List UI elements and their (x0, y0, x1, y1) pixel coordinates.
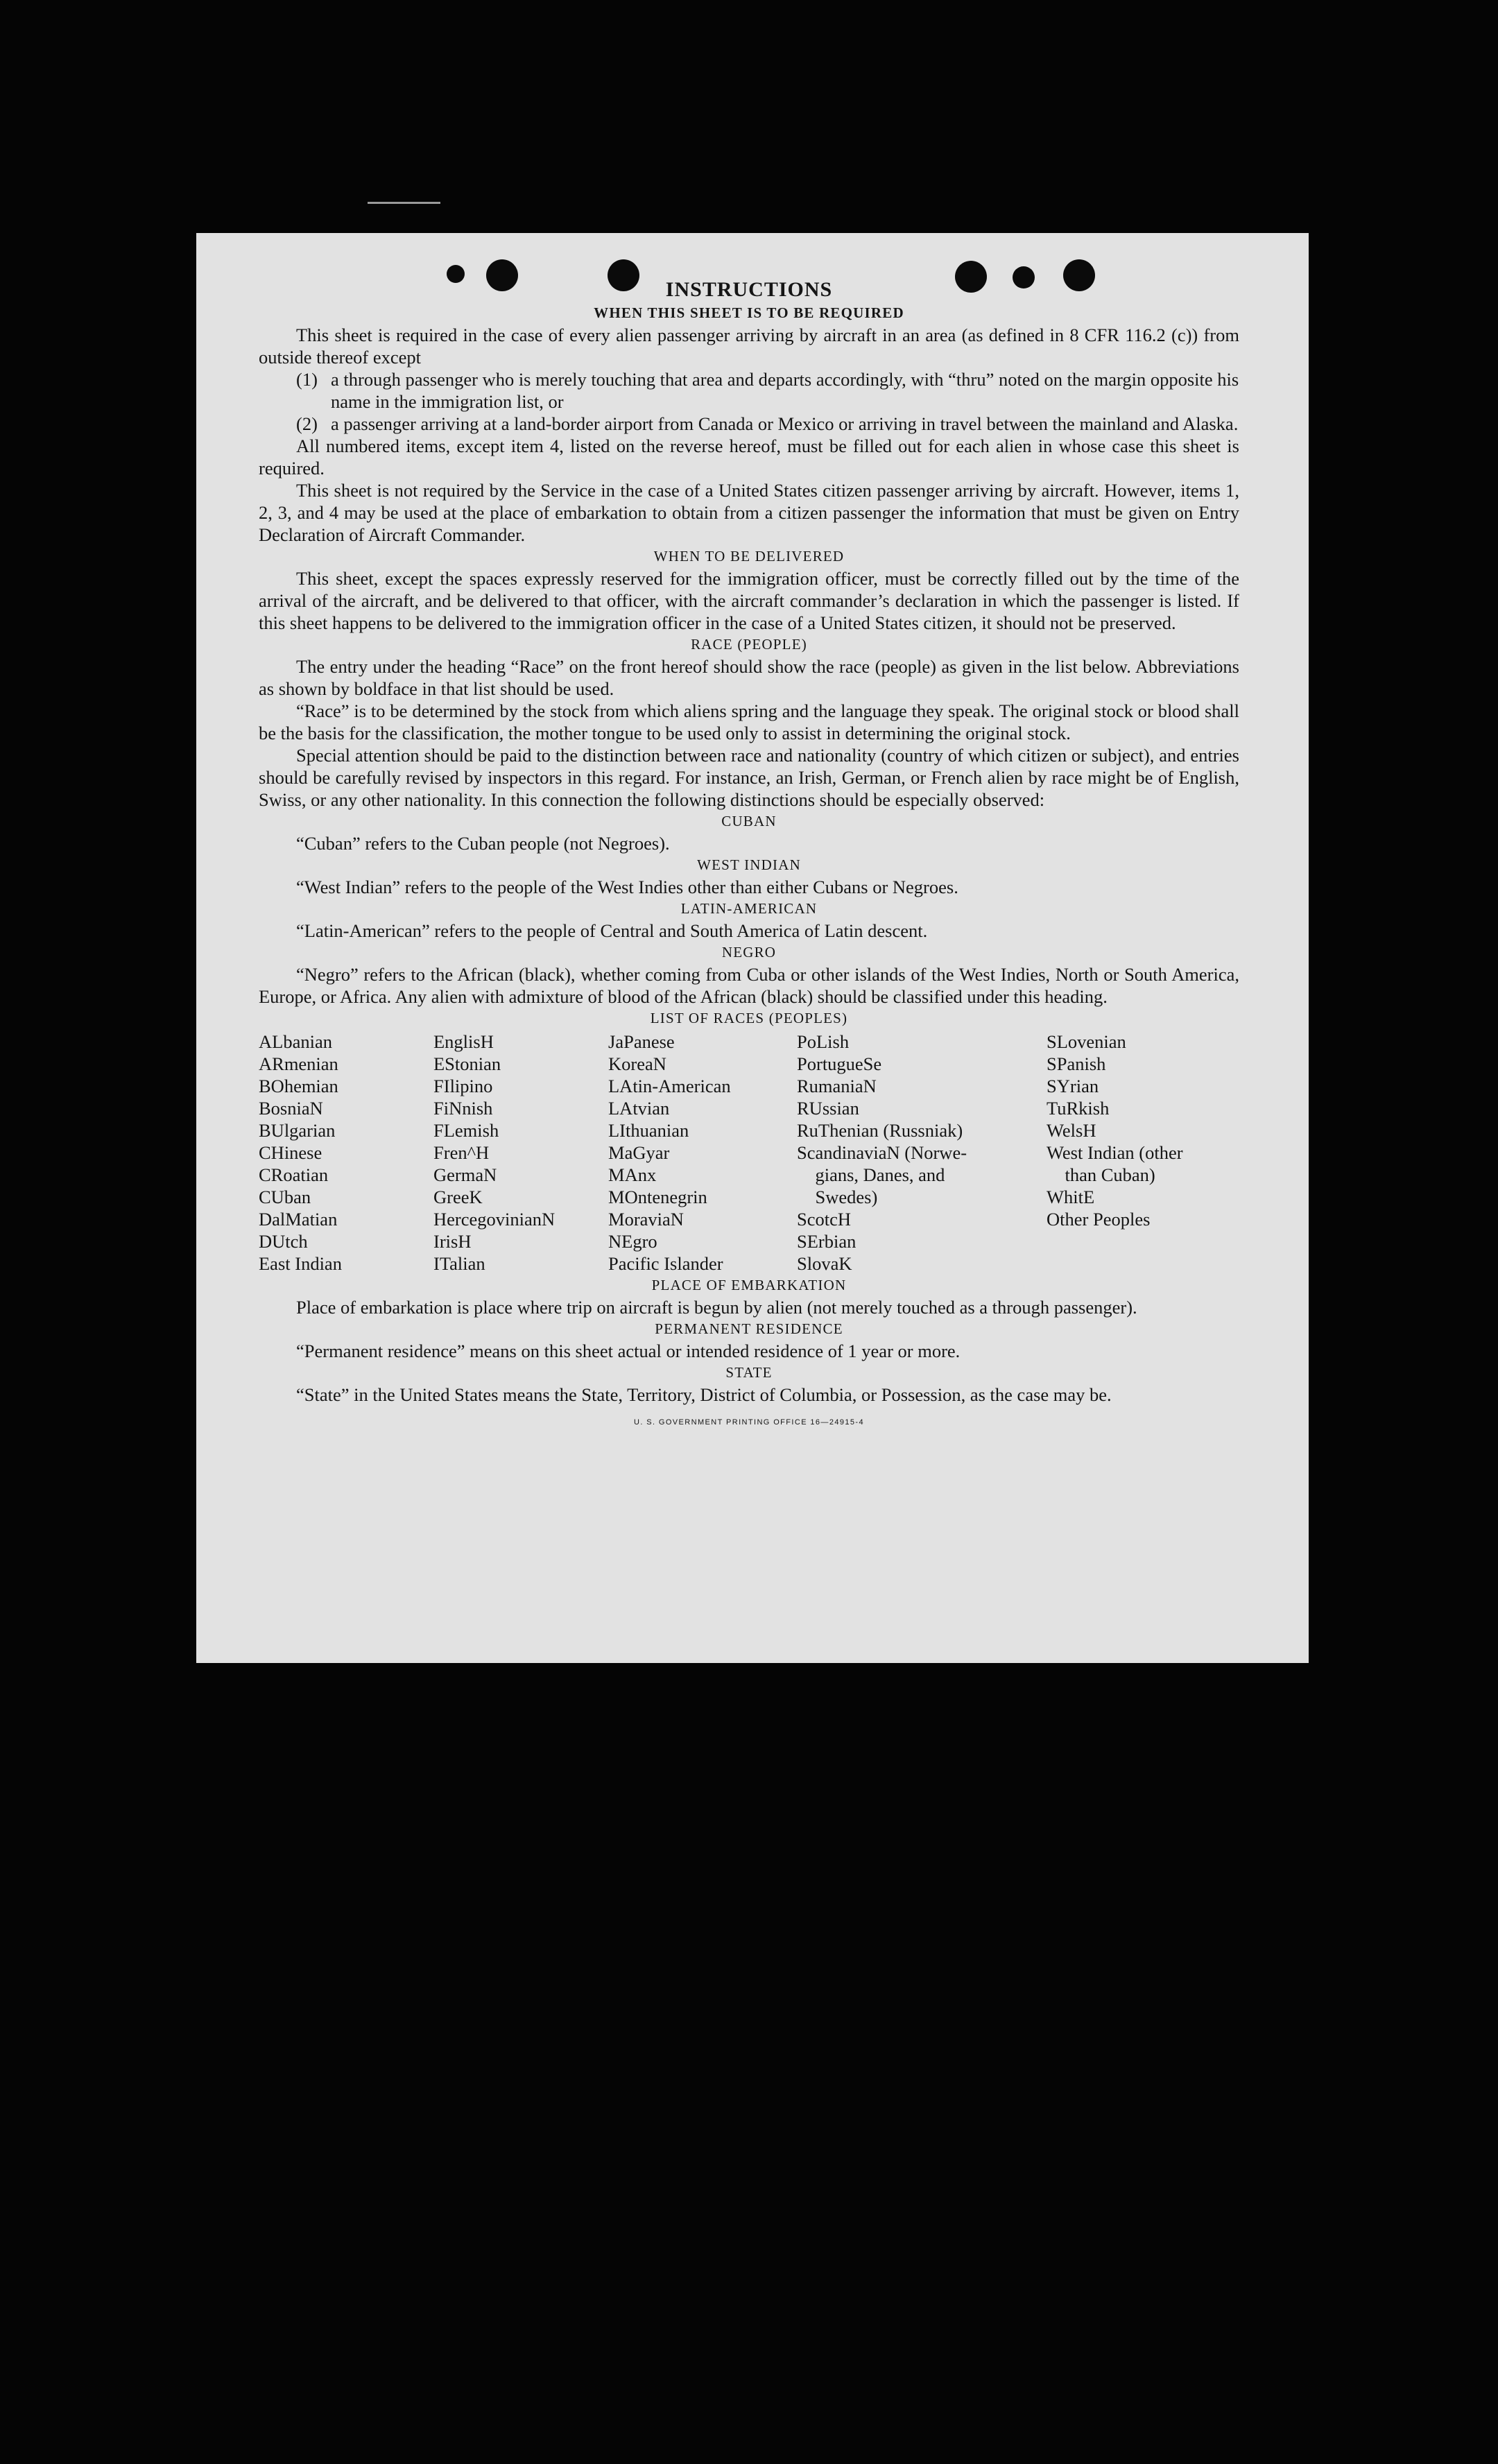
heading-latin-american: LATIN-AMERICAN (680, 900, 818, 917)
paragraph-race-definition: “Race” is to be determined by the stock from which aliens spring and the language they speak. The original stock or blood shall be the basis for the classification, the mother tongue to be used only to assist in determining the original stock. (259, 700, 1239, 743)
paragraph-numbered-items: All numbered items, except item 4, listed on the reverse hereof, must be filled out for each alien in whose case this sheet is required. (259, 436, 1239, 479)
race-entry: FIlipino (433, 1076, 493, 1096)
instructions-text (259, 279, 1239, 1433)
race-entry: GermaN (433, 1164, 497, 1185)
race-entry: MaGyar (608, 1142, 670, 1163)
exception-item (296, 413, 1239, 435)
race-entry: DalMatian (259, 1209, 338, 1230)
heading-cuban: CUBAN (721, 813, 777, 829)
races-list (259, 1031, 1239, 1275)
races-column (608, 1031, 797, 1275)
race-entry: CHinese (259, 1142, 322, 1163)
race-entry: BUlgarian (259, 1120, 336, 1141)
race-entry: MAnx (608, 1164, 657, 1185)
paragraph-state: “State” in the United States means the State, Territory, District of Columbia, or Possession, as the case may be. (296, 1384, 1112, 1405)
paragraph-race-nationality: Special attention should be paid to the distinction between race and nationality (country of which citizen or subject), and entries should be carefully revised by inspectors in this regard. For instance, an Irish, German, or French alien by race might be of English, Swiss, or any other nationality. In this connection the following distinctions should be especially observed: (259, 745, 1239, 810)
item-text: a through passenger who is merely touching that area and departs accordingly, with “thru” noted on the margin opposite his name in the immigration list, or (331, 369, 1239, 412)
race-entry: FiNnish (433, 1098, 493, 1119)
race-entry: West Indian (other (1047, 1142, 1183, 1163)
race-entry: Pacific Islander (608, 1253, 723, 1274)
race-entry: EnglisH (433, 1031, 494, 1052)
paragraph-delivery: This sheet, except the spaces expressly reserved for the immigration officer, must be correctly filled out by the time of the arrival of the aircraft, and be delivered to that officer, with the aircraft commander’s declaration in which the passenger is listed. If this sheet happens to be delivered to the immigration officer in the case of a United States citizen, it should not be preserved. (259, 568, 1239, 633)
race-entry: East Indian (259, 1253, 342, 1274)
heading-when-required: WHEN THIS SHEET IS TO BE REQUIRED (594, 304, 904, 321)
paragraph-race-entry: The entry under the heading “Race” on the front hereof should show the race (people) as given in the list below. Abbreviations as shown by boldface in that list should be used. (259, 656, 1239, 699)
race-entry: PoLish (797, 1031, 850, 1052)
item-text: a passenger arriving at a land-border airport from Canada or Mexico or arriving in travel between the mainland and Alaska. (331, 413, 1239, 434)
race-entry: SLovenian (1047, 1031, 1126, 1052)
race-entry: SYrian (1047, 1076, 1099, 1096)
race-entry: LAtin-American (608, 1076, 731, 1096)
heading-west-indian: WEST INDIAN (697, 856, 801, 873)
heading-place-of-embarkation: PLACE OF EMBARKATION (651, 1277, 847, 1293)
printing-office-footer: U. S. GOVERNMENT PRINTING OFFICE 16—24915-4 (633, 1418, 864, 1427)
race-entry: MoraviaN (608, 1209, 684, 1230)
race-entry: RumaniaN (797, 1076, 877, 1096)
race-entry: ScotcH (797, 1209, 852, 1230)
heading-list-of-races: LIST OF RACES (PEOPLES) (650, 1010, 848, 1026)
races-column (433, 1031, 608, 1275)
race-entry: SlovaK (797, 1253, 852, 1274)
paragraph-required: This sheet is required in the case of every alien passenger arriving by aircraft in an area (as defined in 8 CFR 116.2 (c)) from outside thereof except (259, 325, 1239, 368)
heading-race: RACE (PEOPLE) (691, 636, 807, 653)
race-entry: IrisH (433, 1231, 472, 1252)
race-entry: BOhemian (259, 1076, 338, 1096)
race-entry: GreeK (433, 1187, 483, 1207)
race-entry: LIthuanian (608, 1120, 689, 1141)
races-column (259, 1031, 433, 1275)
race-entry: EStonian (433, 1053, 501, 1074)
paragraph-cuban: “Cuban” refers to the Cuban people (not Negroes). (296, 833, 670, 854)
scan-artifact (368, 202, 440, 204)
page-title: INSTRUCTIONS (665, 278, 833, 301)
race-entry: JaPanese (608, 1031, 675, 1052)
race-entry: NEgro (608, 1231, 657, 1252)
heading-permanent-residence: PERMANENT RESIDENCE (655, 1320, 843, 1337)
race-entry: BosniaN (259, 1098, 323, 1119)
race-entry: TuRkish (1047, 1098, 1110, 1119)
race-entry: RUssian (797, 1098, 859, 1119)
races-column (797, 1031, 1047, 1275)
race-entry: Fren^H (433, 1142, 490, 1163)
race-entry: ALbanian (259, 1031, 332, 1052)
item-number: (2) (296, 413, 318, 434)
paragraph-embarkation: Place of embarkation is place where trip on aircraft is begun by alien (not merely touched as a through passenger). (296, 1297, 1137, 1318)
race-entry: ScandinaviaN (Norwe- (797, 1142, 967, 1163)
race-entry: RuThenian (Russniak) (797, 1120, 963, 1141)
race-entry: WelsH (1047, 1120, 1096, 1141)
paragraph-latin-american: “Latin-American” refers to the people of Central and South America of Latin descent. (296, 920, 928, 941)
race-entry: ARmenian (259, 1053, 338, 1074)
race-entry: PortugueSe (797, 1053, 882, 1074)
item-number: (1) (296, 369, 318, 390)
race-entry: FLemish (433, 1120, 499, 1141)
race-entry: LAtvian (608, 1098, 670, 1119)
race-entry: Swedes) (797, 1187, 878, 1207)
race-entry: ITalian (433, 1253, 485, 1274)
race-entry: MOntenegrin (608, 1187, 707, 1207)
heading-negro: NEGRO (721, 944, 777, 960)
races-column (1047, 1031, 1239, 1275)
heading-when-delivered: WHEN TO BE DELIVERED (653, 548, 845, 565)
paragraph-residence: “Permanent residence” means on this sheet actual or intended residence of 1 year or more. (296, 1341, 961, 1361)
paragraph-citizen: This sheet is not required by the Service in the case of a United States citizen passenger arriving by aircraft. However, items 1, 2, 3, and 4 may be used at the place of embarkation to obtain from a citizen passenger the information that must be given on Entry Declaration of Aircraft Commander. (259, 480, 1239, 545)
race-entry: gians, Danes, and (797, 1164, 945, 1185)
race-entry: HercegovinianN (433, 1209, 556, 1230)
paragraph-negro: “Negro” refers to the African (black), whether coming from Cuba or other islands of the West Indies, North or South America, Europe, or Africa. Any alien with admixture of blood of the African (black) should be classified under this heading. (259, 964, 1239, 1007)
race-entry: SPanish (1047, 1053, 1106, 1074)
race-entry: DUtch (259, 1231, 308, 1252)
paragraph-west-indian: “West Indian” refers to the people of the West Indies other than either Cubans or Negroes. (296, 877, 958, 897)
race-entry: than Cuban) (1047, 1164, 1155, 1185)
race-entry: Other Peoples (1047, 1209, 1151, 1230)
race-entry: KoreaN (608, 1053, 666, 1074)
race-entry: WhitE (1047, 1187, 1095, 1207)
race-entry: SErbian (797, 1231, 856, 1252)
instruction-sheet (196, 233, 1309, 1663)
race-entry: CRoatian (259, 1164, 329, 1185)
exception-item (296, 368, 1239, 413)
heading-state: STATE (725, 1364, 773, 1381)
race-entry: CUban (259, 1187, 311, 1207)
